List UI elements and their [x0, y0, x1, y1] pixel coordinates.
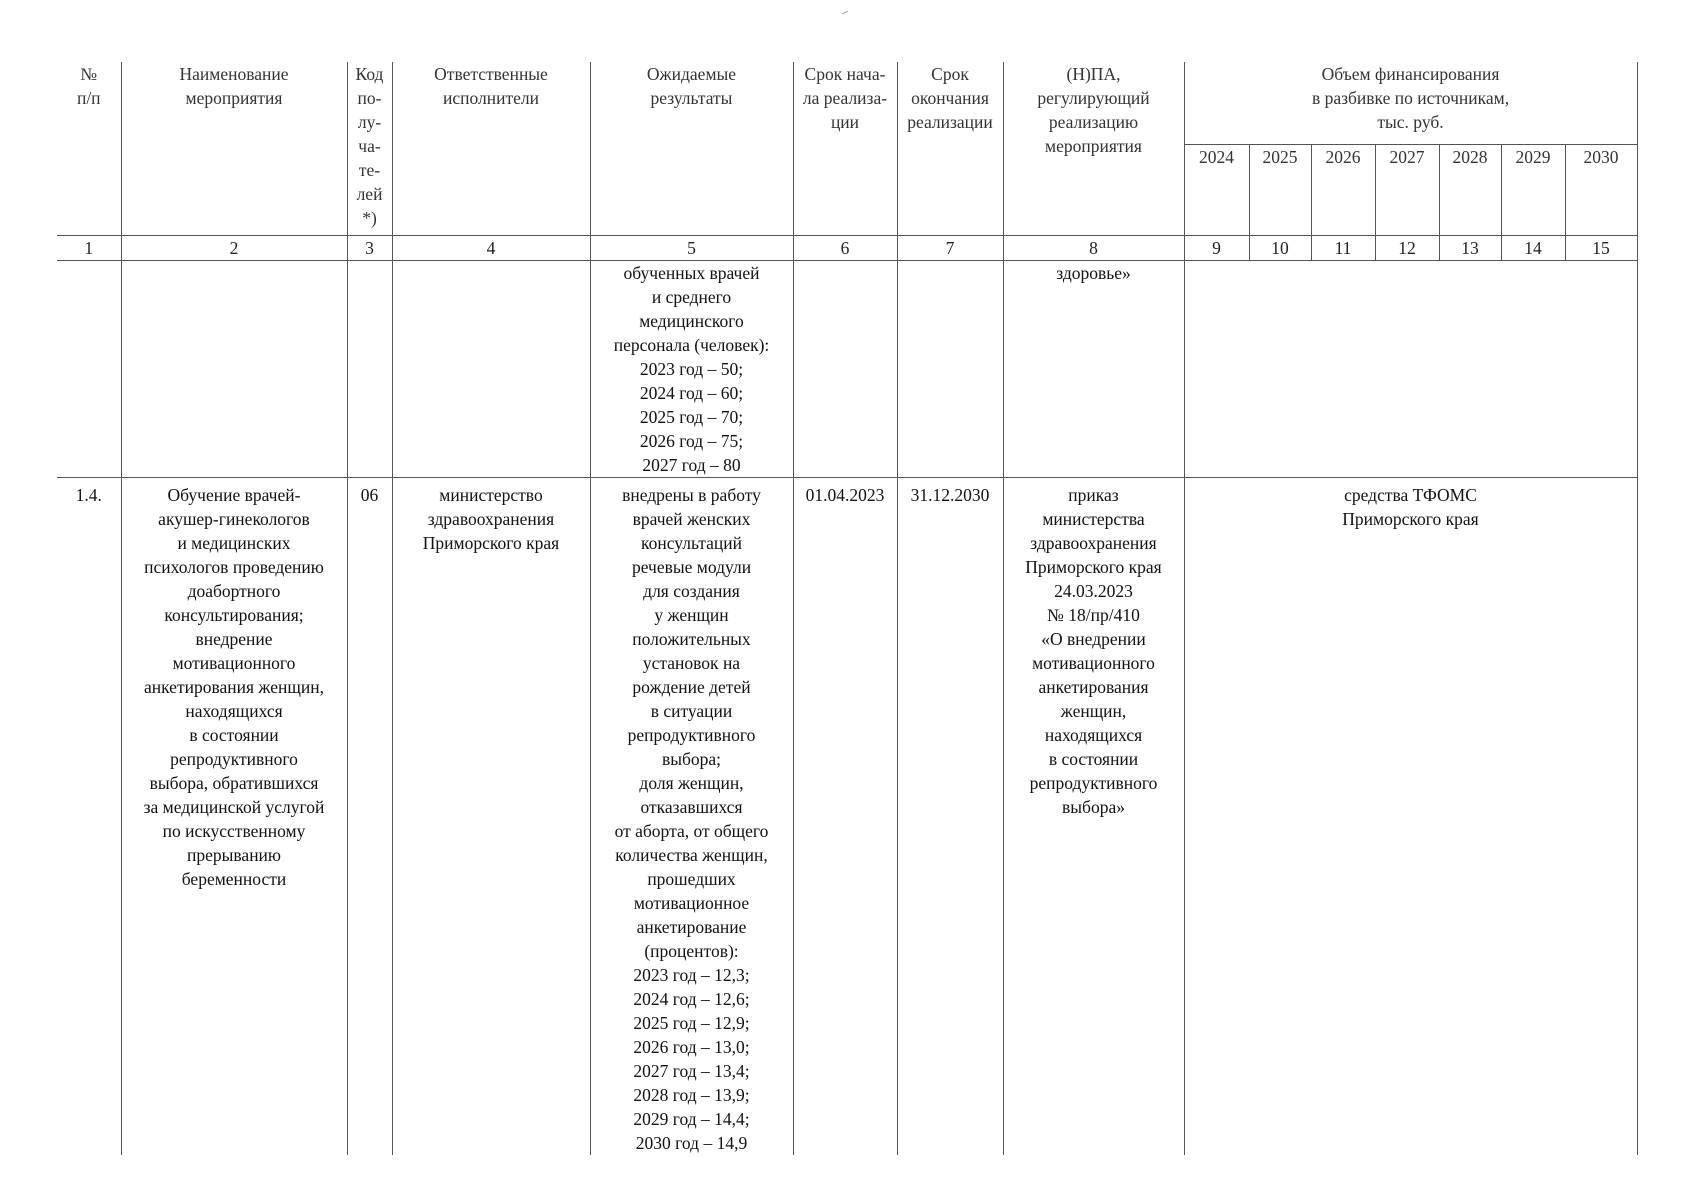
header-code: Код по- лу- ча- те- лей *) — [347, 62, 392, 236]
measures-table — [57, 62, 1638, 1155]
year-2026: 2026 — [1311, 145, 1375, 236]
page-mark — [842, 10, 850, 14]
row-executor-cell: министерство здравоохранения Приморского края — [392, 478, 590, 1156]
continued-npa-cell: здоровье» — [1003, 261, 1184, 478]
header-row — [57, 62, 1637, 145]
colnum-8: 8 — [1003, 236, 1184, 261]
colnum-5: 5 — [590, 236, 793, 261]
colnum-12: 12 — [1375, 236, 1439, 261]
row-code-cell: 06 — [347, 478, 392, 1156]
row-start-cell: 01.04.2023 — [793, 478, 897, 1156]
table-row — [57, 478, 1637, 1156]
row-results-cell: внедрены в работу врачей женских консультаций речевые модули для создания у женщин положительных установок на рождение детей в ситуации репродуктивного выбора; доля женщин, отказавшихся от аборта, от общего количества женщин, прошедших мотивационное анкетирование (процентов): 2023 год – 12,3; 2024 год – 12,6; 2025 год – 12,9; 2026 год – 13,0; 2027 год – 13,4; 2028 год – 13,9; 2029 год – 14,4; 2030 год – 14,9 — [590, 478, 793, 1156]
row-end-cell: 31.12.2030 — [897, 478, 1003, 1156]
colnum-10: 10 — [1249, 236, 1311, 261]
colnum-2: 2 — [121, 236, 347, 261]
colnum-9: 9 — [1184, 236, 1249, 261]
column-number-row — [57, 236, 1637, 261]
year-2025: 2025 — [1249, 145, 1311, 236]
row-number-cell: 1.4. — [57, 478, 121, 1156]
year-2028: 2028 — [1439, 145, 1501, 236]
continued-start-cell — [793, 261, 897, 478]
colnum-15: 15 — [1565, 236, 1637, 261]
continued-end-cell — [897, 261, 1003, 478]
continued-executor-cell — [392, 261, 590, 478]
header-executors: Ответственные исполнители — [392, 62, 590, 236]
year-2027: 2027 — [1375, 145, 1439, 236]
year-2030: 2030 — [1565, 145, 1637, 236]
header-start: Срок нача- ла реализа- ции — [793, 62, 897, 236]
header-npa: (Н)ПА, регулирующий реализацию мероприятия — [1003, 62, 1184, 236]
year-2029: 2029 — [1501, 145, 1565, 236]
colnum-13: 13 — [1439, 236, 1501, 261]
colnum-11: 11 — [1311, 236, 1375, 261]
row-funding-cell: средства ТФОМС Приморского края — [1184, 478, 1637, 1156]
continued-code-cell — [347, 261, 392, 478]
row-name-cell: Обучение врачей- акушер-гинекологов и медицинских психологов проведению доабортного консультирования; внедрение мотивационного анкетирования женщин, находящихся в состоянии репродуктивного выбора, обратившихся за медицинской услугой по искусственному прерыванию беременности — [121, 478, 347, 1156]
table-row — [57, 261, 1637, 478]
header-number: № п/п — [57, 62, 121, 236]
header-results: Ожидаемые результаты — [590, 62, 793, 236]
colnum-1: 1 — [57, 236, 121, 261]
continued-name-cell — [121, 261, 347, 478]
header-name: Наименование мероприятия — [121, 62, 347, 236]
continued-number-cell — [57, 261, 121, 478]
colnum-6: 6 — [793, 236, 897, 261]
continued-funding-cell — [1184, 261, 1637, 478]
header-end: Срок окончания реализации — [897, 62, 1003, 236]
colnum-4: 4 — [392, 236, 590, 261]
colnum-14: 14 — [1501, 236, 1565, 261]
continued-results-cell: обученных врачей и среднего медицинского персонала (человек): 2023 год – 50; 2024 год – 60; 2025 год – 70; 2026 год – 75; 2027 год – 80 — [590, 261, 793, 478]
colnum-7: 7 — [897, 236, 1003, 261]
row-npa-cell: приказ министерства здравоохранения Приморского края 24.03.2023 № 18/пр/410 «О внедрении мотивационного анкетирования женщин, находящихся в состоянии репродуктивного выбора» — [1003, 478, 1184, 1156]
colnum-3: 3 — [347, 236, 392, 261]
year-2024: 2024 — [1184, 145, 1249, 236]
header-funding: Объем финансирования в разбивке по источникам, тыс. руб. — [1184, 62, 1637, 145]
